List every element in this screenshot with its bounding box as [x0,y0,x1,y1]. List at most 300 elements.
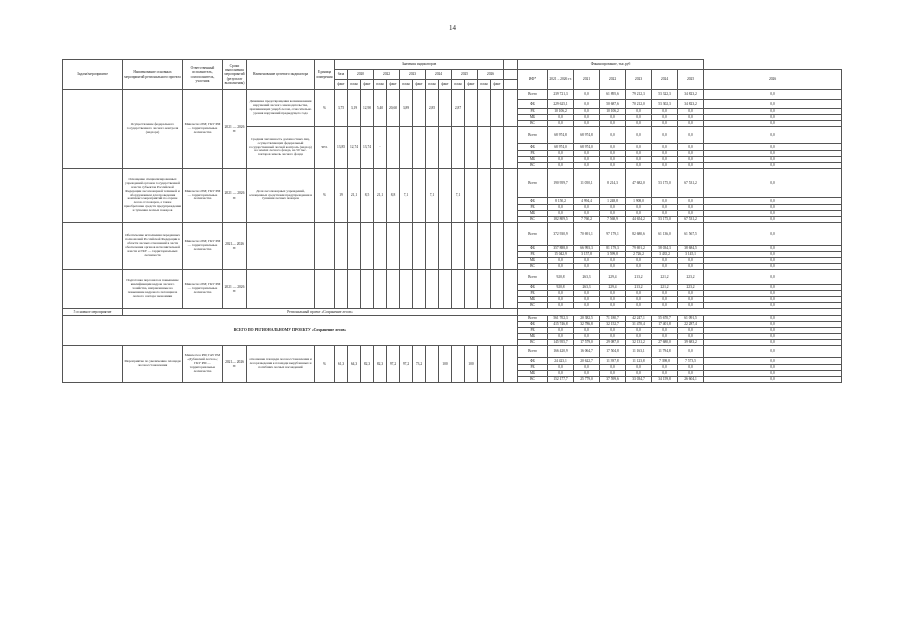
indicator-value [374,223,387,270]
fin-value: 263,3 [574,270,600,285]
fin-value: 7 398,8 [652,358,678,365]
fin-value: 61 895,6 [600,90,626,100]
table-row [63,270,842,285]
indicator-value: - [374,127,387,169]
fin-value: 221,2 [652,270,678,285]
indicator-value: 12,90 [361,90,374,127]
fin-value: 0,0 [704,121,842,127]
fin-value: 11 123,8 [626,358,652,365]
fin-value: 0,0 [704,270,842,285]
header-kind: Задача/мероприятие [63,60,123,90]
fin-value: 0,0 [704,205,842,211]
fin-value: 0,0 [600,163,626,169]
fin-source: Всего [518,90,548,100]
fin-value: 0,0 [704,297,842,303]
fin-value: 16 064,7 [574,346,600,358]
fin-source: ВС [518,264,548,270]
fin-value: 55 670,7 [652,316,678,322]
fin-value: 0,0 [626,297,652,303]
fin-value: 32 131,2 [626,340,652,346]
fin-source: РБ [518,205,548,211]
fin-value: 26 604,1 [678,377,704,383]
table-row [63,346,842,358]
fin-value: 3 157,8 [574,252,600,258]
fin-value: 0,0 [574,151,600,157]
fin-value: 7 568,9 [600,217,626,223]
fin-value: 0,0 [548,211,574,217]
fin-value: 561 702,3 [548,316,574,322]
fin-value: 0,0 [548,371,574,377]
fin-value: 0,0 [704,377,842,383]
header-plan: план [374,80,387,90]
fin-value: 0,0 [704,322,842,328]
header-fin-year: 2021 – 2026 гг. [548,70,574,90]
fin-value: 0,0 [678,144,704,151]
fin-value: 0,0 [574,109,600,115]
fin-value: 0,0 [704,258,842,264]
indicator-value: 82,3 [374,346,387,383]
fin-value: 0,0 [652,291,678,297]
indicator-value [335,223,348,270]
fin-value: 7 573,5 [678,358,704,365]
fin-value: 3 145,1 [678,252,704,258]
fin-value: 0,0 [626,334,652,340]
indicator-value [452,270,465,309]
indicator-value [452,346,465,383]
fin-value: 190 959,7 [548,169,574,198]
fin-value: 0,0 [600,303,626,309]
fin-value: 0,0 [652,121,678,127]
fin-value: 0,0 [574,291,600,297]
event-name: Обеспечение исполнения переданных полномочий Российской Федерации в области лесных отношений в части обеспечения органов исполнительной власти и ГКУ — территориальных лесничеств [123,223,183,270]
indicator-value: 3,19 [348,90,361,127]
fin-value: 0,0 [704,109,842,115]
indicator-value: 2,85 [426,90,439,127]
fin-value: 0,0 [600,258,626,264]
fin-value: 0,0 [626,115,652,121]
indicator-value [452,127,465,169]
indicator-value [348,223,361,270]
indicator-value [478,346,491,383]
header-gap [504,80,518,90]
indicator-value: 73,2 [413,346,426,383]
fin-value: 2 726,2 [626,252,652,258]
indicator-value [426,346,439,383]
fin-value: 0,0 [678,346,704,358]
fin-value: 0,0 [704,246,842,252]
fin-value: 0,0 [548,157,574,163]
fin-value: 53 322,3 [652,90,678,100]
fin-value: 82 680,6 [626,223,652,246]
indicator-value: 20,60 [387,90,400,127]
fin-value: 61 091,5 [678,316,704,322]
row-kind [63,270,123,309]
fin-value: 44 654,2 [626,217,652,223]
fin-value: 29 087,0 [600,340,626,346]
fin-value: 0,0 [678,303,704,309]
indicator-value [361,223,374,270]
fin-value: 0,0 [574,205,600,211]
fin-value: 0,0 [704,334,842,340]
fin-value: 0,0 [678,163,704,169]
fin-value: 0,0 [678,291,704,297]
fin-value: 47 682,0 [626,169,652,198]
fin-value: 68 974,0 [574,144,600,151]
fin-value: 0,0 [704,365,842,371]
spacer-cell [504,90,518,127]
fin-value: 0,0 [574,100,600,109]
fin-value: 42 247,1 [626,316,652,322]
indicator-value [387,270,400,309]
fin-source: ФБ [518,322,548,328]
fin-value: 53 175,0 [652,217,678,223]
header-plan: план [400,80,413,90]
fin-value: 0,0 [678,258,704,264]
fin-value: 0,0 [600,365,626,371]
event-responsible: Минлесхоз РМ; ГКУ РМ — территориальные лесничества [183,270,223,309]
fin-value: 24 423,1 [548,358,574,365]
indicator-value: 21,1 [348,169,361,223]
fin-value: 68 974,0 [548,144,574,151]
event-name: Подготовка персонала и повышение квалификации кадров лесного хозяйства, направленные на повышение кадрового потенциала лесного сектора экономики [123,270,183,309]
header-base: база [335,70,348,80]
indicator-value [400,223,413,270]
spacer-cell [491,90,504,127]
fin-value: 0,0 [600,328,626,334]
fin-value: 0,0 [678,127,704,144]
event-responsible: Минлесхоз РМ; ГКУ РМ — территориальные лесничества [183,90,223,169]
fin-value: 0,0 [704,358,842,365]
fin-value: 223,2 [678,285,704,291]
fin-source: МБ [518,157,548,163]
fin-value: 0,0 [652,258,678,264]
fin-value: 53 175,0 [652,169,678,198]
spacer-cell [504,346,518,383]
fin-value: 0,0 [652,198,678,205]
spacer-cell [504,270,518,309]
fin-value: 0,0 [600,291,626,297]
fin-value: 50 687,6 [600,100,626,109]
indicator-value: 2,87 [452,90,465,127]
header-name: Наименование основных мероприятий регионального проекта [123,60,183,90]
row-kind [63,90,123,169]
header-finance-group: Финансирование, тыс.руб [518,60,704,70]
fin-value: 10 106,2 [548,109,574,115]
event-term: 2021— 2026 гг. [223,346,247,383]
fin-value: 0,0 [548,365,574,371]
header-fact: факт [361,80,374,90]
fin-value: 11 794,8 [652,346,678,358]
header-indicator: Наименование целевого индикатора [247,60,315,90]
fin-value: 0,0 [600,211,626,217]
fin-source: МБ [518,258,548,264]
indicator-value: 7,1 [452,169,465,223]
header-fin-year: 2021 [574,70,600,90]
event-name: Мероприятие по увеличению площади лесовосстановления [123,346,183,383]
header-year: 2025 [452,70,478,80]
fin-value: 0,0 [626,258,652,264]
fin-value: 0,0 [548,328,574,334]
spacer-cell [504,169,518,223]
fin-value: 0,0 [678,115,704,121]
header-fact: факт [491,80,504,90]
indicator-value [413,270,426,309]
fin-value: 0,0 [626,291,652,297]
fin-value: 0,0 [548,297,574,303]
fin-value: 0,0 [678,151,704,157]
fin-value: 0,0 [548,258,574,264]
fin-value: 0,0 [600,144,626,151]
fin-value: 0,0 [704,291,842,297]
fin-value: 0,0 [574,121,600,127]
indicator-value: 13,74 [361,127,374,169]
indicator-value [439,90,452,127]
fin-value: 0,0 [678,371,704,377]
fin-value: 11 050,1 [574,169,600,198]
header-gap [504,70,518,80]
indicator-value [335,270,348,309]
fin-value: 11 397,8 [600,358,626,365]
fin-value: 0,0 [626,157,652,163]
fin-value: 39 683,2 [678,340,704,346]
fin-value: 239 721,3 [548,90,574,100]
fin-value: 152 177,7 [548,377,574,383]
fin-value: 0,0 [704,328,842,334]
fin-source: ВС [518,340,548,346]
fin-value: 0,0 [704,316,842,322]
indicator-value [413,127,426,169]
fin-value: 0,0 [548,264,574,270]
fin-value: 32 152,7 [600,322,626,328]
fin-value: 0,0 [678,365,704,371]
fin-value: 70 212,0 [626,100,652,109]
fin-value: 0,0 [678,157,704,163]
fin-value: 0,0 [600,115,626,121]
fin-value: 0,0 [652,211,678,217]
fin-value: 0,0 [704,303,842,309]
row-kind [63,223,123,270]
fin-value: 0,0 [704,144,842,151]
indicator-value [413,90,426,127]
fin-value: 17 504,8 [600,346,626,358]
table-row [63,90,842,100]
fin-source: РБ [518,291,548,297]
fin-value: 0,0 [626,328,652,334]
fin-source: ФБ [518,144,548,151]
header-year: 2020 [348,70,374,80]
fin-value: 0,0 [626,365,652,371]
indicator-value [478,127,491,169]
fin-value: 0,0 [704,100,842,109]
fin-value: 22 287,4 [678,322,704,328]
fin-value: 0,0 [652,205,678,211]
fin-value: 0,0 [626,163,652,169]
header-term: Сроки выполнения мероприятий (результат выполнения) [223,60,247,90]
indicator-value [452,223,465,270]
fin-value: 79 212,3 [626,90,652,100]
indicator-value [413,223,426,270]
indicator-value: 3,89 [400,90,413,127]
fin-value: 0,0 [626,371,652,377]
fin-value: 20 382,5 [574,316,600,322]
fin-value: 0,0 [626,264,652,270]
fin-value: 79 691,2 [626,246,652,252]
fin-value: 0,0 [548,303,574,309]
fin-value: 0,0 [574,163,600,169]
fin-source: ФБ [518,358,548,365]
fin-value: 71 180,7 [600,316,626,322]
fin-value: 3 599,8 [600,252,626,258]
fin-source: МБ [518,371,548,377]
header-fact: факт [439,80,452,90]
row-kind [63,346,123,383]
fin-value: 0,0 [652,163,678,169]
header-fin-year: 2022 [600,70,626,90]
fin-value: 34 159,8 [652,377,678,383]
indicator-value: 21,1 [374,169,387,223]
event-responsible: Минлесхоз РМ; ГКУ РМ — территориальные лесничества [183,223,223,270]
fin-value: 0,0 [704,198,842,205]
fin-value: 10 106,2 [600,109,626,115]
spacer-cell [491,223,504,270]
fin-value: 61 567,5 [678,223,704,246]
header-year: 2026 [478,70,504,80]
fin-value: 17 401,8 [652,322,678,328]
event-term: 2021 — 2026 гг. [223,90,247,169]
fin-value: 0,0 [548,115,574,121]
fin-value: 0,0 [652,127,678,144]
indicator-value: 7,1 [426,169,439,223]
fin-value: 34 823,2 [678,100,704,109]
fin-value: 0,0 [704,211,842,217]
fin-value: 229,4 [600,285,626,291]
fin-value: 1 908,0 [626,198,652,205]
indicator-value: 61,3 [335,346,348,383]
fin-value: 0,0 [704,151,842,157]
fin-value: 0,0 [704,169,842,198]
fin-value: 229,4 [600,270,626,285]
fin-value: 31 470,4 [626,322,652,328]
indicator-value [439,169,452,223]
event-responsible: Минлесхоз РМ; ГАУ РМ «Дубенский лесхоз»; ГКУ РМ — территориальные лесничества [183,346,223,383]
indicator-value [439,127,452,169]
table-row [63,223,842,246]
fin-value: 66 993,3 [574,246,600,252]
page-number: 14 [449,24,456,32]
indicator-value [348,270,361,309]
fin-value: 0,0 [652,264,678,270]
fin-value: 0,0 [600,334,626,340]
fin-value: 920,8 [548,270,574,285]
fin-value: 0,0 [704,346,842,358]
fin-value: 357 888,0 [548,246,574,252]
section-title: Региональный проект «Сохранение лесов» [123,309,518,316]
fin-value: 53 302,3 [652,100,678,109]
fin-value: 0,0 [678,328,704,334]
fin-value: 415 746,8 [548,322,574,328]
indicator-value [478,169,491,223]
fin-value: 0,0 [678,121,704,127]
fin-source: ВС [518,303,548,309]
header-fact: факт [335,80,348,90]
spacer-cell [504,127,518,169]
indicator-value [387,127,400,169]
fin-value: 67 531,2 [678,169,704,198]
fin-value: 0,0 [704,217,842,223]
indicator-value [439,223,452,270]
header-year: 2022 [374,70,400,80]
indicator-value [426,223,439,270]
indicator-value: 19 [335,169,348,223]
fin-value: 0,0 [704,115,842,121]
header-gap [504,60,518,70]
fin-value: 0,0 [574,297,600,303]
fin-value: 145 955,7 [548,340,574,346]
fin-source: МБ [518,297,548,303]
fin-value: 81 179,3 [600,246,626,252]
fin-value: 229 625,1 [548,100,574,109]
row-kind [63,169,123,223]
fin-value: 0,0 [704,90,842,100]
fin-value: 8 214,3 [600,169,626,198]
fin-value: 0,0 [678,205,704,211]
indicator-value: 13,85 [335,127,348,169]
indicator-value [465,90,478,127]
fin-value: 27 680,0 [652,340,678,346]
fin-value: 4 994,4 [574,198,600,205]
fin-value: 0,0 [704,163,842,169]
fin-source: ФБ [518,285,548,291]
fin-value: 0,0 [548,205,574,211]
indicator-value [439,270,452,309]
fin-source: Всего [518,346,548,358]
fin-value: 0,0 [678,109,704,115]
fin-value: 0,0 [678,264,704,270]
fin-value: 0,0 [548,121,574,127]
indicator-value: 8,5 [361,169,374,223]
fin-value: 0,0 [548,291,574,297]
fin-value: 0,0 [626,211,652,217]
spacer-cell [491,270,504,309]
fin-value: 0,0 [626,127,652,144]
fin-source: Всего [518,316,548,322]
fin-value: 0,0 [652,151,678,157]
fin-value: 0,0 [548,163,574,169]
indicator-unit [315,223,335,270]
fin-value: 0,0 [704,371,842,377]
event-name: Осуществление федерального государственного лесного контроля (надзора) [123,90,183,169]
fin-source: ВС [518,217,548,223]
fin-value: 0,0 [626,109,652,115]
indicator-value: 8,8 [387,169,400,223]
indicator-value [465,270,478,309]
fin-value: 0,0 [652,297,678,303]
fin-source: МБ [518,115,548,121]
header-plan: план [348,80,361,90]
indicator-value [426,270,439,309]
fin-value: 213,2 [626,285,652,291]
indicator-value [465,127,478,169]
fin-value: 33 034,7 [626,377,652,383]
fin-value: 372 930,9 [548,223,574,246]
total-label: ВСЕГО ПО РЕГИОНАЛЬНОМУ ПРОЕКТУ «Сохранение лесов» [63,316,518,346]
spacer-cell [504,223,518,270]
fin-source: МБ [518,211,548,217]
header-unit: Единица измерения [315,60,335,90]
fin-source: РБ [518,328,548,334]
header-responsible: Ответственный исполнитель, соисполнитель, участник [183,60,223,90]
indicator-value: 7,1 [400,169,413,223]
